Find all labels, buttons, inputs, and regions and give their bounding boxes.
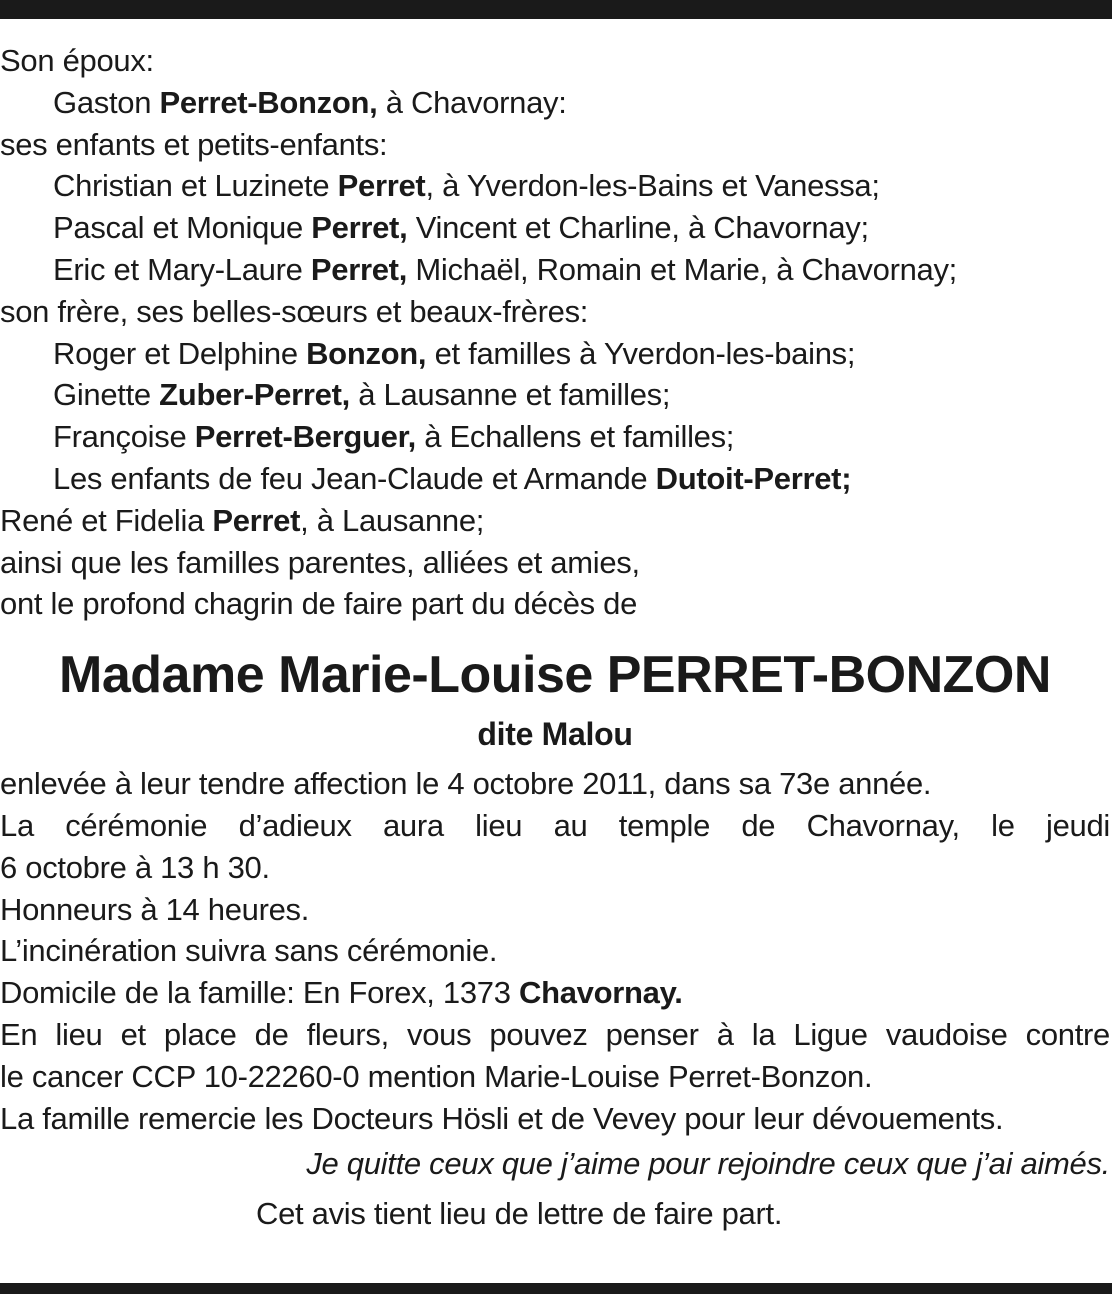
announcement-line: ainsi que les familles parentes, alliées et amies, <box>0 544 640 580</box>
sibling-line <box>0 416 1110 458</box>
other-post: , à Lausanne; <box>300 502 485 538</box>
child-pre: Christian et Luzinete <box>53 168 338 204</box>
child-line <box>0 207 1110 249</box>
sibling-line <box>0 458 1110 500</box>
sibling-line <box>0 374 1110 416</box>
spouse-pre: Gaston <box>53 84 160 120</box>
thanks-line: La famille remercie les Docteurs Hösli et de Vevey pour leur dévouements. <box>0 1100 1004 1136</box>
other-pre: René et Fidelia <box>0 502 213 538</box>
other-relative-line <box>0 500 1110 542</box>
ceremony-line: 6 octobre à 13 h 30. <box>0 849 270 885</box>
child-line <box>0 249 1110 291</box>
quote: Je quitte ceux que j’aime pour rejoindre ceux que j’ai aimés. <box>306 1146 1110 1182</box>
announcement-line: ont le profond chagrin de faire part du décès de <box>0 586 638 622</box>
death-line: enlevée à leur tendre affection le 4 octobre 2011, dans sa 73e année. <box>0 766 932 802</box>
sibling-name: Perret-Berguer, <box>194 419 416 455</box>
spouse-heading: Son époux: <box>0 43 154 78</box>
domicile-line <box>0 972 1110 1014</box>
domicile-pre: Domicile de la famille: En Forex, 1373 <box>0 975 519 1011</box>
sibling-name: Dutoit-Perret; <box>655 460 852 496</box>
sibling-post: à Lausanne et familles; <box>349 377 671 413</box>
sibling-pre: Roger et Delphine <box>53 335 307 371</box>
child-pre: Eric et Mary-Laure <box>53 251 311 287</box>
sibling-name: Zuber-Perret, <box>159 377 350 413</box>
sibling-pre: Ginette <box>53 377 160 413</box>
siblings-heading: son frère, ses belles-sœurs et beaux-frères: <box>0 293 589 329</box>
child-pre: Pascal et Monique <box>53 210 312 246</box>
children-heading: ses enfants et petits-enfants: <box>0 126 388 162</box>
closing-line: Cet avis tient lieu de lettre de faire part. <box>256 1196 783 1232</box>
honours-line: Honneurs à 14 heures. <box>0 891 310 927</box>
child-name: Perret <box>337 168 426 204</box>
domicile-town: Chavornay. <box>518 975 683 1011</box>
obituary-notice <box>0 40 1110 1235</box>
donation-line: En lieu et place de fleurs, vous pouvez penser à la Ligue vaudoise contre <box>0 1016 1110 1052</box>
child-line <box>0 165 1110 207</box>
child-name: Perret, <box>311 210 408 246</box>
child-name: Perret, <box>310 251 408 287</box>
sibling-post: à Echallens et familles; <box>415 419 735 455</box>
sibling-pre: Les enfants de feu Jean-Claude et Armande <box>53 460 656 496</box>
donation-line: le cancer CCP 10-22260-0 mention Marie-Louise Perret-Bonzon. <box>0 1058 873 1094</box>
spouse-post: à Chavornay: <box>377 84 567 120</box>
sibling-post: et familles à Yverdon-les-bains; <box>426 335 856 371</box>
cremation-line: L’incinération suivra sans cérémonie. <box>0 933 498 969</box>
spouse-line <box>0 82 1110 124</box>
bottom-rule <box>0 1283 1112 1294</box>
deceased-nickname: dite Malou <box>477 716 633 753</box>
top-rule <box>0 0 1112 19</box>
ceremony-line: La cérémonie d’adieux aura lieu au temple de Chavornay, le jeudi <box>0 807 1110 843</box>
sibling-line <box>0 333 1110 375</box>
child-post: , à Yverdon-les-Bains et Vanessa; <box>425 168 880 204</box>
sibling-name: Bonzon, <box>306 335 427 371</box>
child-post: Michaël, Romain et Marie, à Chavornay; <box>407 251 957 287</box>
deceased-name: Madame Marie-Louise PERRET-BONZON <box>59 646 1051 705</box>
spouse-name: Perret-Bonzon, <box>159 84 378 120</box>
other-name: Perret <box>212 502 301 538</box>
child-post: Vincent et Charline, à Chavornay; <box>407 210 869 246</box>
sibling-pre: Françoise <box>53 419 195 455</box>
